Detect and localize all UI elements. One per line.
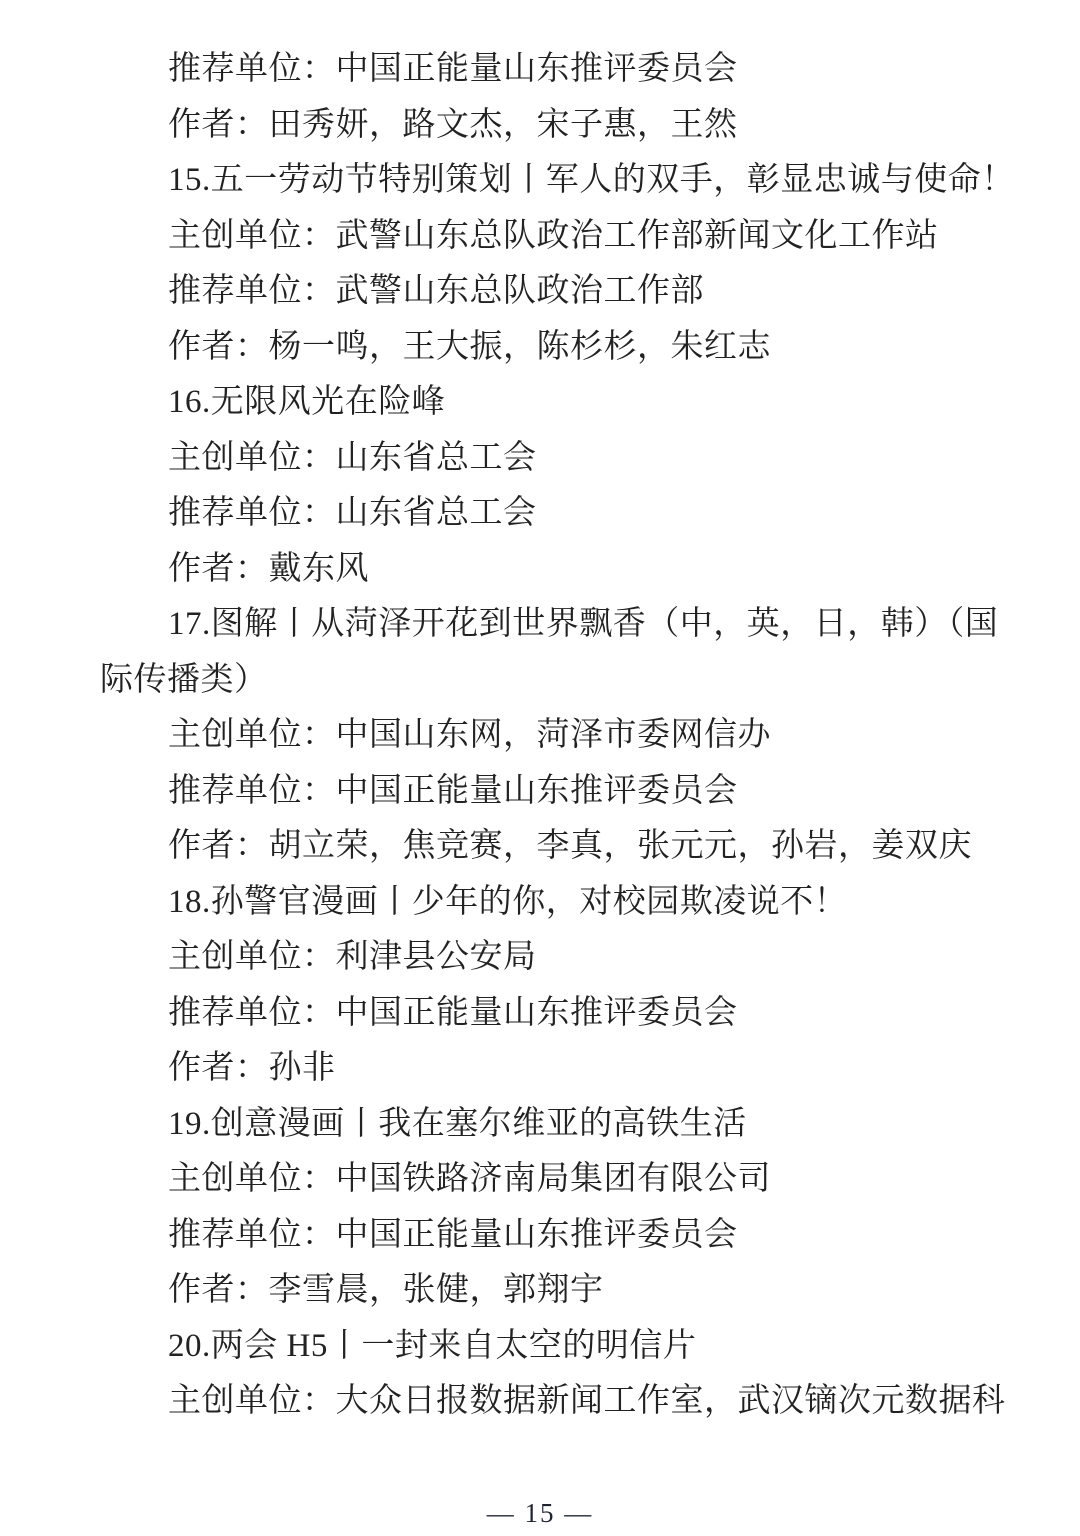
text-line-authors: 作者：胡立荣，焦竞赛，李真，张元元，孙岩，姜双庆 xyxy=(168,828,972,864)
text-line-entry-title: 16.无限风光在险峰 xyxy=(168,384,446,420)
text-line-entry-title: 20.两会 H5丨一封来自太空的明信片 xyxy=(168,1327,697,1364)
text-line-authors: 作者：李雪晨，张健，郭翔宇 xyxy=(168,1272,604,1308)
text-line-authors: 作者：杨一鸣，王大振，陈杉杉，朱红志 xyxy=(168,328,771,365)
text-line-creator: 主创单位：武警山东总队政治工作部新闻文化工作站 xyxy=(168,217,939,254)
text-line-entry-title: 19.创意漫画丨我在塞尔维亚的高铁生活 xyxy=(168,1105,747,1142)
text-line-recommender: 推荐单位：中国正能量山东推评委员会 xyxy=(168,1216,738,1253)
text-line-recommender: 推荐单位：中国正能量山东推评委员会 xyxy=(168,994,738,1031)
text-line-recommender: 推荐单位：武警山东总队政治工作部 xyxy=(168,273,704,309)
text-line-entry-title: 18.孙警官漫画丨少年的你，对校园欺凌说不！ xyxy=(168,883,848,920)
page-number: — 15 — xyxy=(486,1498,594,1528)
text-line-creator: 主创单位：利津县公安局 xyxy=(168,939,537,975)
text-line-authors: 作者：孙非 xyxy=(168,1050,336,1086)
document-body xyxy=(100,42,1015,1430)
text-line-creator: 主创单位：中国山东网，菏泽市委网信办 xyxy=(168,717,771,753)
text-line-creator: 主创单位：山东省总工会 xyxy=(168,439,537,476)
page-footer xyxy=(0,1496,1080,1530)
text-line-authors: 作者：田秀妍，路文杰，宋子惠，王然 xyxy=(168,106,738,143)
text-line-entry-title: 17.图解丨从菏泽开花到世界飘香（中，英，日，韩）（国 xyxy=(168,606,999,642)
text-line-authors: 作者：戴东风 xyxy=(168,550,369,587)
text-line-recommender: 推荐单位：山东省总工会 xyxy=(168,495,537,531)
text-line-recommender: 推荐单位：中国正能量山东推评委员会 xyxy=(168,51,738,87)
text-line-entry-title: 15.五一劳动节特别策划丨军人的双手，彰显忠诚与使命！ xyxy=(168,162,1015,198)
text-line-creator: 主创单位：中国铁路济南局集团有限公司 xyxy=(168,1161,771,1197)
text-line-recommender: 推荐单位：中国正能量山东推评委员会 xyxy=(168,772,738,809)
text-line-creator: 主创单位：大众日报数据新闻工作室，武汉镝次元数据科 xyxy=(168,1383,1006,1419)
text-line-entry-title-continuation: 际传播类） xyxy=(100,661,268,698)
